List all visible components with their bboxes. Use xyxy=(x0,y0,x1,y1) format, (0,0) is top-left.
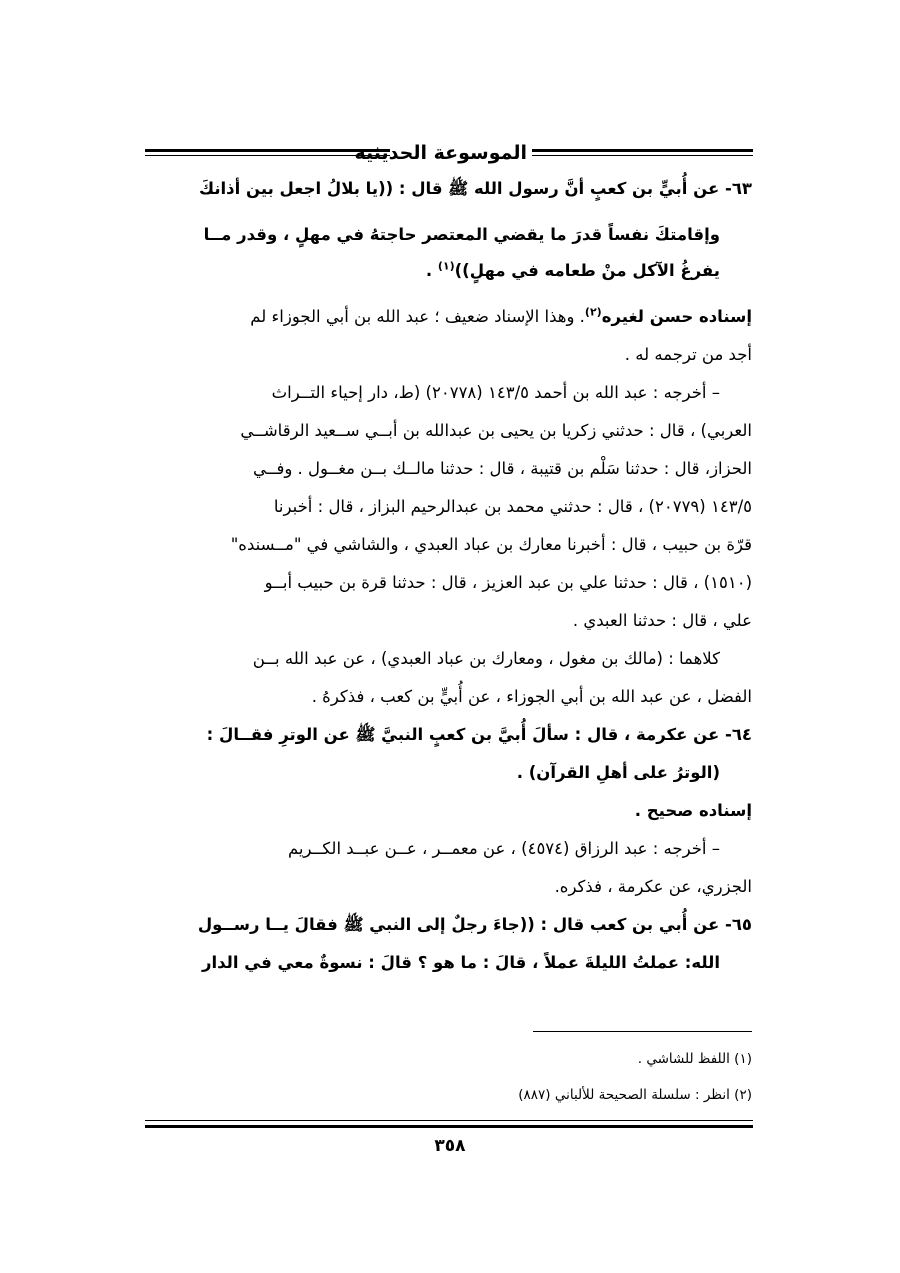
header-title: الموسوعة الحديثية xyxy=(354,142,527,164)
page-number: ٣٥٨ xyxy=(434,1136,466,1156)
isnad-grade-64: إسناده صحيح . xyxy=(634,801,752,820)
hadith-63-line-1: ٦٣- عن أُبيٍّ بن كعبٍ أنَّ رسول الله ﷺ قال : ((يا بلالُ اجعل بين أذانكَ xyxy=(198,179,752,198)
isnad-63-line-1 xyxy=(250,304,752,330)
hadith-63-line-end: . xyxy=(425,261,438,280)
footnote-separator xyxy=(533,1031,752,1032)
takhrij-64-line-1: – أخرجه : عبد الرزاق (٤٥٧٤) ، عن معمــر ، عــن عبــد الكــريم xyxy=(287,839,720,858)
takhrij-63-line-7: علي ، قال : حدثنا العبدي . xyxy=(572,611,752,630)
footer-rule xyxy=(145,1120,753,1128)
takhrij-63-line-1: – أخرجه : عبد الله بن أحمد ١٤٣/٥ (٢٠٧٧٨) (ط، دار إحياء التــراث xyxy=(271,383,720,402)
summary-63-line-1: كلاهما : (مالك بن مغول ، ومعارك بن عباد العبدي) ، عن عبد الله بــن xyxy=(252,649,720,668)
footnote-1: (١) اللفظ للشاشي . xyxy=(637,1051,752,1067)
hadith-63-text-end: يفرغُ الآكل منْ طعامه في مهلٍ)) xyxy=(454,261,720,280)
isnad-63-comment: . وهذا الإسناد ضعيف ؛ عبد الله بن أبي الجوزاء لم xyxy=(250,307,585,326)
header-rule-right xyxy=(532,149,753,156)
takhrij-63-line-4: ١٤٣/٥ (٢٠٧٧٩) ، قال : حدثني محمد بن عبدالرحيم البزاز ، قال : أخبرنا xyxy=(273,497,752,516)
running-header xyxy=(145,138,753,168)
hadith-64-line-1: ٦٤- عن عكرمة ، قال : سألَ أُبيَّ بن كعبٍ النبيَّ ﷺ عن الوترِ فقــالَ : xyxy=(206,725,752,744)
isnad-grade-63: إسناده حسن لغيره xyxy=(601,307,752,326)
hadith-64-line-2: (الوترُ على أهلِ القرآن) . xyxy=(516,763,720,782)
hadith-65-line-1: ٦٥- عن أُبي بن كعب قال : ((جاءَ رجلٌ إلى النبي ﷺ فقالَ يــا رســول xyxy=(197,915,752,934)
footnote-2: (٢) انظر : سلسلة الصحيحة للألباني (٨٨٧) xyxy=(518,1087,752,1103)
hadith-63-line-2: وإقامتكَ نفساً قدرَ ما يقضي المعتصر حاجتهُ في مهلٍ ، وقدر مــا xyxy=(203,225,720,244)
summary-63-line-2: الفضل ، عن عبد الله بن أبي الجوزاء ، عن أُبيٍّ بن كعب ، فذكرهُ . xyxy=(311,687,752,706)
takhrij-63-line-2: العربي) ، قال : حدثني زكريا بن يحيى بن عبدالله بن أبــي ســعيد الرقاشــي xyxy=(240,421,752,440)
takhrij-63-line-3: الحزاز، قال : حدثنا سَلْم بن قتيبة ، قال : حدثنا مالــك بــن مغــول . وفــي xyxy=(253,459,752,478)
footnote-ref-1: (١) xyxy=(437,259,455,273)
header-rule-left xyxy=(145,149,390,156)
isnad-63-line-2: أجد من ترجمه له . xyxy=(624,345,752,364)
takhrij-63-line-6: (١٥١٠) ، قال : حدثنا علي بن عبد العزيز ، قال : حدثنا قرة بن حبيب أبــو xyxy=(264,573,752,592)
footnote-ref-2: (٢) xyxy=(584,305,602,319)
takhrij-63-line-5: قرّة بن حبيب ، قال : أخبرنا معارك بن عباد العبدي ، والشاشي في "مــسنده" xyxy=(230,535,752,554)
takhrij-64-line-2: الجزري، عن عكرمة ، فذكره. xyxy=(554,877,752,896)
hadith-63-line-3 xyxy=(426,258,720,284)
hadith-65-line-2: الله: عملتُ الليلةَ عملاً ، قالَ : ما هو ؟ قالَ : نسوةٌ معي في الدار xyxy=(201,953,720,972)
